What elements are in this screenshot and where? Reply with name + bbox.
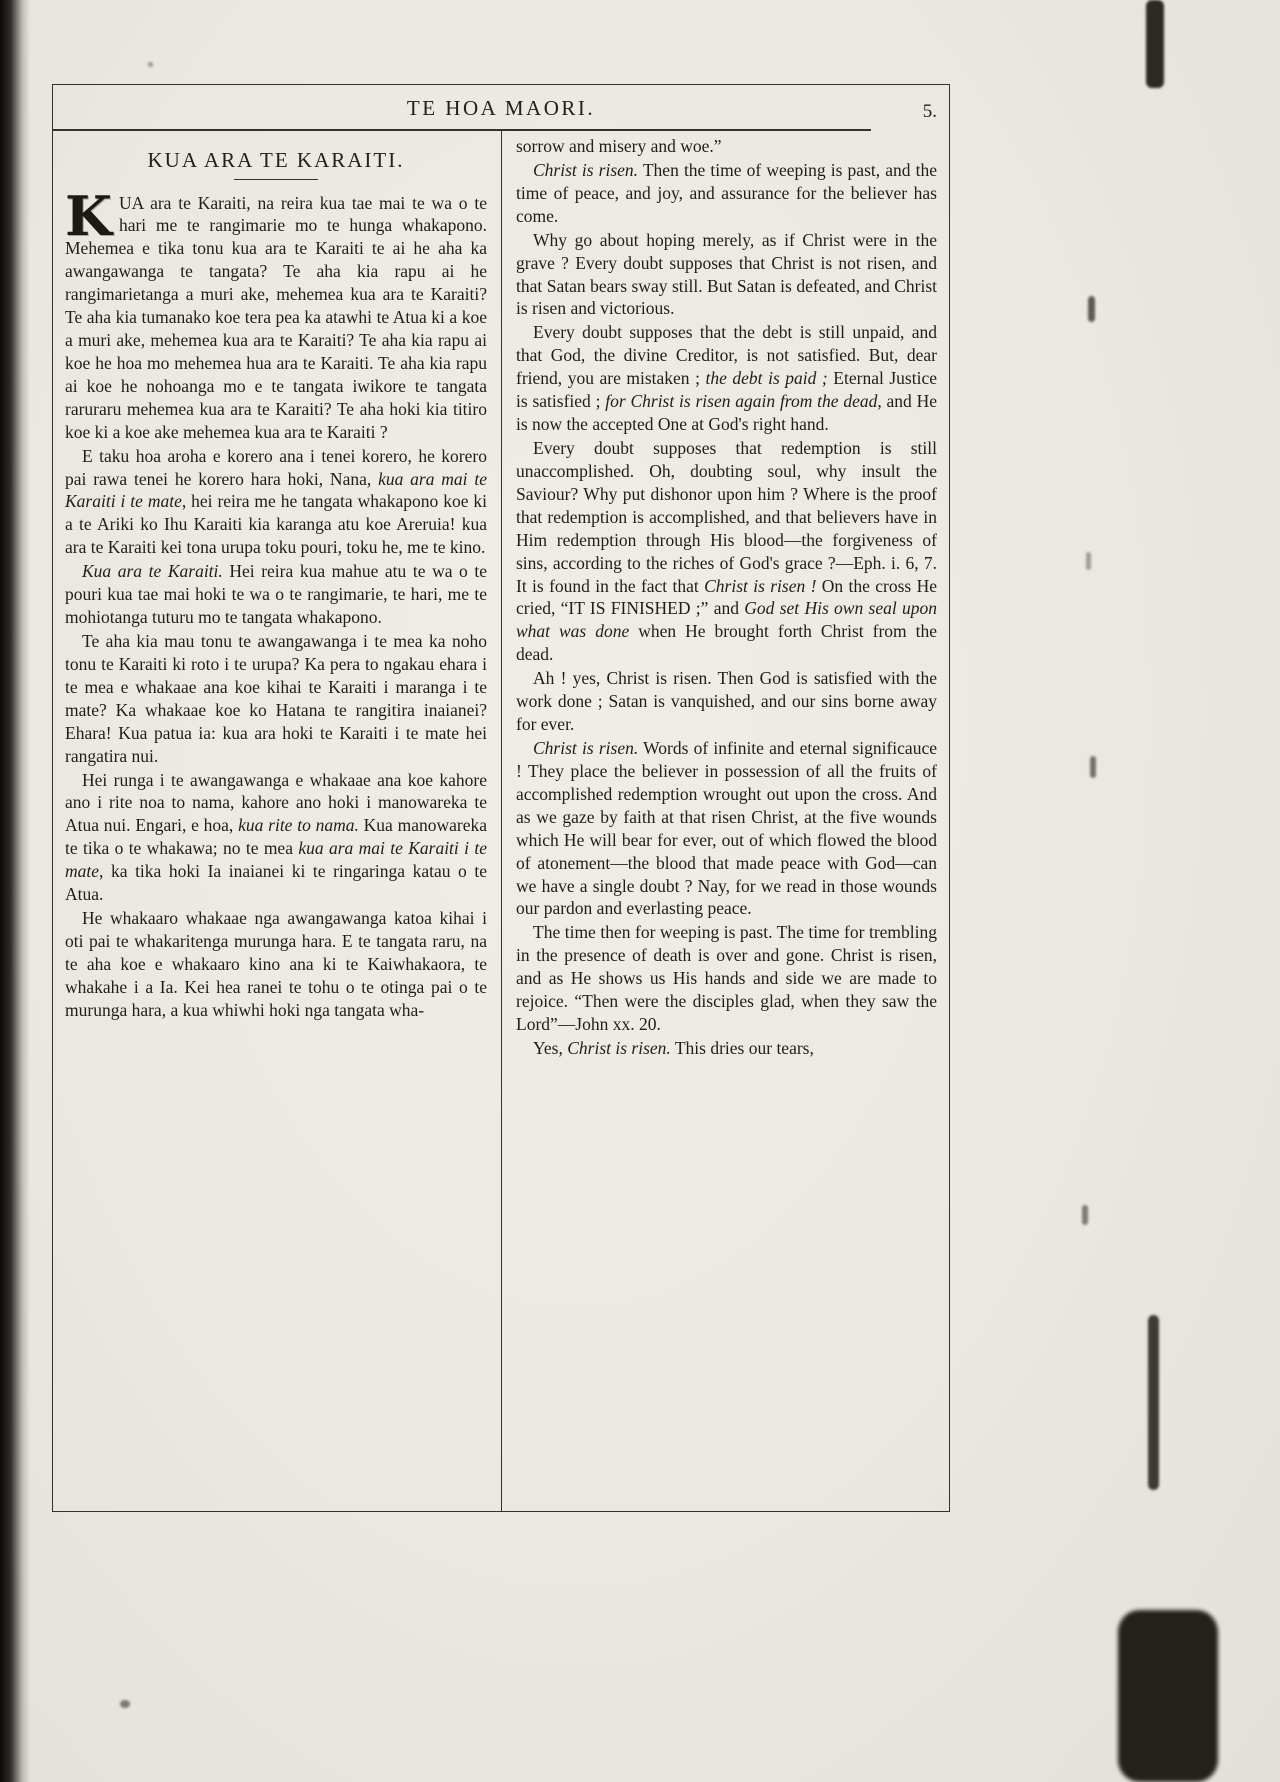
- text-run: Christ is risen.: [533, 159, 639, 180]
- text-run: kua rite to nama.: [238, 815, 359, 836]
- text-run: The time then for weeping is past. The time for trembling in the presence of death is over and gone. Christ is risen, and as He shows us His hands and side we are made to rejoice. “Then were the disciples glad, when they saw the Lord”—John xx. 20.: [516, 922, 937, 1035]
- scan-artifact: [1088, 296, 1095, 322]
- page-header: [53, 85, 949, 131]
- scan-artifact: [148, 62, 153, 67]
- text-run: Eternal Justice is satisfied ;: [516, 368, 937, 412]
- paragraph: [65, 183, 487, 444]
- text-run: This dries our tears,: [670, 1037, 814, 1058]
- left-column: [53, 131, 501, 1511]
- text-run: Words of infinite and eternal significauce ! They place the believer in possession of all the fruits of accomplished redemption wrought out upon the cross. And as we gaze by faith at that risen Christ, at the five wounds which He will bear for ever, out of which flowed the blood of atonement—the blood that made peace with God—can we have a single doubt ? Nay, for we read in those wounds our pardon and everlasting peace.: [516, 737, 937, 919]
- ornamental-initial: K: [65, 183, 112, 248]
- text-run: UA ara te Karaiti, na reira kua tae mai te wa o te hari me te rangimarie mo te hunga whakapono. Mehemea e tika tonu kua ara te Karaiti te ai he aha ka awangawanga te tangata? Te aha kia rapu ai he rangimarietanga a muri ake, mehemea kua ara te Karaiti? Te aha kia tumanako koe tera pea ka atawhi te Atua ki a koe a muri ake, mehemea kua ara te Karaiti? Te aha kia rapu ai koe he hoa mo mehemea hua ara te Karaiti. Te aha kia rapu ai koe he nohoanga mo e te tangata iwikore te tangata raruraru mehemea kua ara te Karaiti? Te aha hoki kia titiro koe ki a koe ake mehemea kua ara te Karaiti ?: [65, 192, 487, 442]
- scan-artifact: [1082, 1205, 1088, 1225]
- text-run: Ah ! yes, Christ is risen. Then God is satisfied with the work done ; Satan is vanquished, and our sins borne away for ever.: [516, 668, 937, 735]
- scan-artifact: [1086, 552, 1091, 570]
- text-run: Kua manowareka te tika o te whakawa; no te mea: [65, 815, 488, 859]
- text-run: sorrow and misery and woe.”: [516, 136, 722, 156]
- paragraph: [516, 437, 937, 666]
- paragraph: [65, 560, 487, 629]
- text-run: Christ is risen !: [704, 575, 817, 596]
- text-run: E taku hoa aroha e korero ana i tenei korero, he korero pai rawa tenei he korero hara hoki, Nana,: [65, 445, 487, 489]
- text-run: Christ is risen.: [567, 1037, 671, 1058]
- left-column-text: [65, 183, 488, 1022]
- binding-shadow: [0, 0, 30, 1782]
- text-run: Every doubt supposes that the debt is still unpaid, and that God, the divine Creditor, is not satisfied. But, dear friend, you are mistaken ;: [516, 322, 937, 389]
- page-number: 5.: [922, 101, 937, 122]
- text-run: Kua ara te Karaiti.: [82, 561, 223, 582]
- right-column: [501, 131, 949, 1511]
- text-run: , ka tika hoki Ia inaianei ki te ringaringa katau o te Atua.: [65, 861, 487, 905]
- publication-title: TE HOA MAORI.: [406, 96, 596, 120]
- text-run: , hei reira me he tangata whakapono koe ki a te Ariki ko Ihu Karaiti kia karanga atu koe Areruia! kua ara te Karaiti kei tona urupa toku pouri, toku he, me te kino.: [65, 491, 487, 558]
- paragraph: [65, 769, 487, 907]
- text-run: Yes,: [533, 1037, 568, 1058]
- text-run: Hei runga i te awangawanga e whakaae ana koe kahore ano i rite noa to nama, kahore ano hoki i manowareka te Atua nui. Engari, e hoa,: [65, 769, 487, 836]
- text-run: Hei reira kua mahue atu te wa o te pouri kua tae mai hoki te wa o te rangimarie, te hari, me te mohiotanga tuturu mo te tangata whakapono.: [65, 561, 488, 628]
- paragraph: [516, 135, 937, 158]
- text-run: On the cross He cried, “IT IS FINISHED ;” and: [516, 575, 937, 619]
- paragraph: [516, 159, 937, 228]
- paragraph: [65, 907, 487, 1022]
- text-run: Why go about hoping merely, as if Christ were in the grave ? Every doubt supposes that Christ is not risen, and that Satan bears sway still. But Satan is defeated, and Christ is risen and victorious.: [516, 229, 937, 319]
- scan-artifact: [1146, 0, 1164, 88]
- text-run: Christ is risen.: [533, 737, 639, 758]
- text-run: kua ara mai te Karaiti i te mate: [65, 838, 487, 882]
- text-run: kua ara mai te Karaiti i te mate: [65, 468, 487, 512]
- scan-artifact: [1090, 756, 1096, 778]
- text-run: , and He is now the accepted One at God's right hand.: [516, 391, 937, 435]
- text-run: when He brought forth Christ from the dead.: [516, 621, 937, 665]
- scan-artifact: [120, 1700, 130, 1708]
- text-run: for Christ is risen again from the dead: [605, 391, 878, 412]
- columns: [53, 131, 949, 1511]
- header-rule: [53, 129, 871, 131]
- text-run: He whakaaro whakaae nga awangawanga katoa kihai i oti pai te whakaritenga murunga hara. E te tangata raru, na te aha koe e whakaaro kino ana ki te Kaiwhakaora, te whakahe i a Ia. Kei hea ranei te tohu o te otinga pai o te murunga hara, a kua whiwhi hoki nga tangata wha-: [65, 908, 487, 1020]
- right-column-text: [516, 135, 937, 1060]
- paragraph: [516, 1037, 937, 1060]
- text-run: Every doubt supposes that redemption is still unaccomplished. Oh, doubting soul, why insult the Saviour? Why put dishonor upon him ? Where is the proof that redemption is accomplished, and that believers have in Him redemption through His blood—the forgiveness of sins, according to the riches of God's grace ?—Eph. i. 6, 7. It is found in the fact that: [516, 437, 937, 596]
- heading-rule: [234, 179, 318, 180]
- paragraph: [516, 321, 937, 436]
- paragraph: [516, 667, 937, 736]
- paragraph: [516, 229, 937, 321]
- text-run: God set His own seal upon what was done: [516, 598, 938, 642]
- paragraph: [516, 921, 937, 1036]
- paragraph: [516, 737, 937, 920]
- paragraph: [65, 630, 487, 768]
- text-run: the debt is paid ;: [705, 368, 828, 389]
- article-heading: KUA ARA TE KARAITI.: [147, 148, 405, 172]
- paragraph: [65, 445, 487, 560]
- scan-artifact: [1148, 1315, 1159, 1490]
- scan-artifact: [1118, 1610, 1218, 1782]
- text-run: Then the time of weeping is past, and the time of peace, and joy, and assurance for the believer has come.: [516, 159, 937, 226]
- page-frame: [52, 84, 950, 1512]
- text-run: Te aha kia mau tonu te awangawanga i te mea ka noho tonu te Karaiti ki roto i te urupa? Ka pera to ngakau ehara i te mea e whakaae ana koe kihai te Karaiti i maranga i te mate? Ka whakaae koe ko Hatana te rangitira inaianei? Ehara! Kua patua ia: kua ara hoki te Karaiti i te mate hei rangatira nui.: [65, 631, 487, 766]
